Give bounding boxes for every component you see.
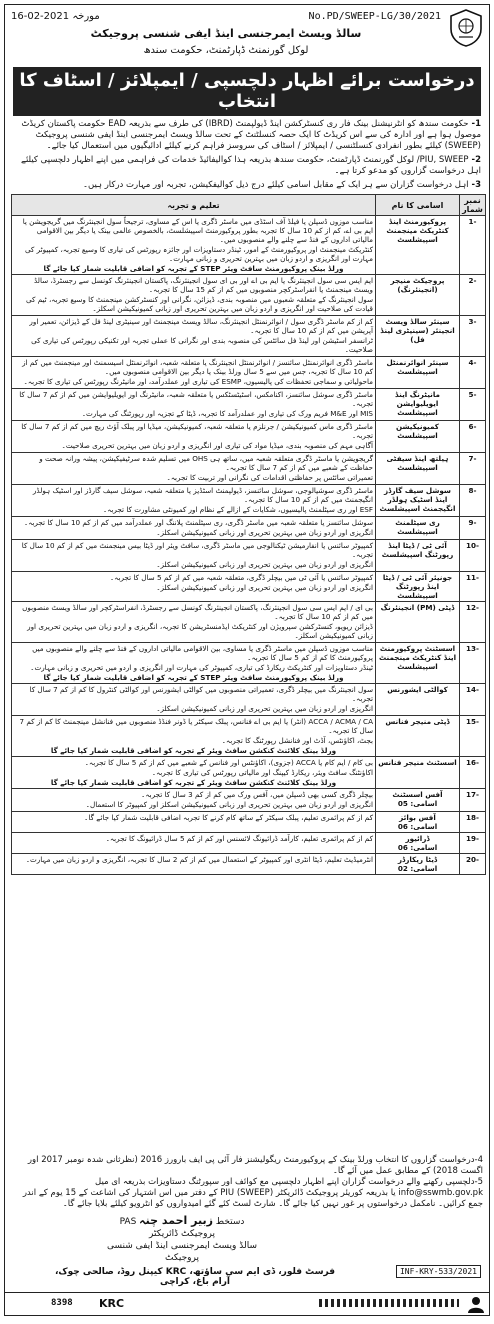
- row-requirements: [12, 684, 376, 716]
- requirement-line: ماسٹر ڈگری انوائرنمنٹل سائنسز / انوائرنمنٹل انجینئرنگ یا متعلقہ شعبہ، انوائرنمنٹل اسیسمنٹ اور مینجمنٹ میں کم از کم 10 سال کا تجربہ، جس میں سے 5 سال ورلڈ بینک یا دیگر بین الاقوامی منصوبوں میں۔: [22, 358, 373, 376]
- position-title: ری سیٹلمنٹ اسپیشلسٹ: [395, 518, 440, 536]
- row-requirements: [12, 316, 376, 357]
- row-position-name: [376, 602, 460, 643]
- requirement-line: کم از کم پرائمری تعلیم، کارآمد ڈرائیونگ لائسنس اور کم از کم 5 سال ڈرائیونگ کا تجربہ۔: [105, 834, 373, 843]
- row-serial: -10: [460, 540, 486, 572]
- requirement-line: بیچلر ڈگری کسی بھی ڈسپلن میں، آفس ورک میں کم از کم 3 سال کا تجربہ۔: [141, 790, 373, 799]
- row-requirements: [12, 812, 376, 833]
- advertisement-page: [4, 4, 490, 1316]
- row-position-name: [376, 316, 460, 357]
- requirement-note: ورلڈ بینک کلائنٹ کنکشن سافٹ ویئر کے تجربہ کو اضافی قابلیت شمار کیا جائے گا: [50, 746, 337, 755]
- intro-paragraph: [13, 119, 481, 152]
- row-serial: -8: [460, 485, 486, 517]
- row-serial: -12: [460, 602, 486, 643]
- row-serial: -14: [460, 684, 486, 716]
- row-position-name: [376, 789, 460, 812]
- requirement-line: بجٹ، اکاؤنٹس، آڈٹ اور فنانشل رپورٹنگ کا تجربہ۔: [221, 736, 373, 745]
- closing-paragraph: [11, 1155, 483, 1177]
- row-position-name: [376, 421, 460, 453]
- table-row: [12, 854, 486, 875]
- row-requirements: [12, 453, 376, 485]
- signatory-name: زبیر احمد چنہ: [139, 1214, 213, 1227]
- row-position-name: [376, 389, 460, 421]
- requirement-line: ٹرانسفر اسٹیشن اور لینڈ فل سائٹس کی منصوبہ بندی اور نگرانی کا عملی تجربہ اور تکنیکی رپورٹس کی تیاری کی صلاحیت۔: [31, 336, 373, 354]
- date-value: 16-02-2021: [11, 11, 70, 22]
- requirement-line: ٹینڈر دستاویزات اور کنٹریکٹ ریکارڈ کی تیاری، کمپیوٹر کی مہارت اور انگریزی و اردو میں تحریری و زبانی مہارت۔: [30, 663, 373, 672]
- row-serial: -4: [460, 357, 486, 389]
- row-serial: -9: [460, 517, 486, 540]
- table-row: [12, 389, 486, 421]
- row-requirements: [12, 485, 376, 517]
- requirement-note: ورلڈ بینک کلائنٹ کنکشن سافٹ ویئر کے تجربہ کو اضافی قابلیت شمار کیا جائے گا: [50, 778, 337, 787]
- row-position-name: [376, 757, 460, 789]
- requirement-line: MIS اور M&E فریم ورک کی تیاری اور عملدرآمد کا تجربہ، ڈیٹا کے تجزیہ اور رپورٹنگ کی مہارت۔: [81, 409, 373, 418]
- signature-prefix: دستخط: [215, 1217, 245, 1227]
- row-position-name: [376, 716, 460, 757]
- paragraph-number: 4-: [474, 1155, 483, 1165]
- requirement-line: ایم ایس سی سول انجینئرنگ یا ایم بی اے اور بی ای سول انجینئرنگ، پاکستان انجینئرنگ کونسل سے رجسٹرڈ، سالڈ ویسٹ مینجمنٹ یا انفراسٹرکچر منصوبوں میں کم از کم 15 سال کا تجربہ۔: [34, 276, 373, 294]
- position-count: اسامی: 06: [397, 843, 438, 852]
- position-title: ڈیٹا ریکارڈر: [397, 855, 438, 864]
- row-position-name: [376, 833, 460, 854]
- krc-brand: KRC: [99, 1297, 125, 1310]
- positions-table: [11, 194, 486, 875]
- row-serial: -13: [460, 643, 486, 684]
- requirement-line: سول انجینئرنگ کے متعلقہ شعبوں میں منصوبہ بندی، ڈیزائن، نگرانی اور کنسٹرکشن مینجمنٹ کا وسیع تجربہ، ٹیم کی قیادت کی صلاحیت اور انگریزی و اردو زبان میں بہترین تحریری اور زبانی کمیونیکیشن اسکلز۔: [26, 295, 373, 313]
- closing-paragraph: [11, 1177, 483, 1210]
- requirement-line: انگریزی اور اردو زبان میں بہترین تحریری اور زبانی کمیونیکیشن اسکلز اور کمپیوٹر کا استعمال۔: [85, 800, 373, 809]
- row-serial: -15: [460, 716, 486, 757]
- paragraph-text: اہل درخواست گزاران سے ہر ایک کے مقابل اسامی کیلئے درج ذیل کوالیفکیشن، تجربہ اور مہارت درکار ہیں۔: [83, 180, 469, 190]
- table-row: [12, 572, 486, 602]
- requirement-line: انگریزی اور اردو زبان میں بہترین تحریری اور زبانی کمیونیکیشن اسکلز۔: [156, 704, 373, 713]
- position-title: مانیٹرنگ اینڈ ایویلیوایشن اسپیشلسٹ: [395, 390, 440, 417]
- signatory-project: سالڈ ویسٹ ایمرجنسی اینڈ ایفی شنسی پروجیکٹ: [106, 1241, 258, 1263]
- table-row: [12, 453, 486, 485]
- table-row: [12, 643, 486, 684]
- row-requirements: [12, 275, 376, 316]
- project-name: سالڈ ویسٹ ایمرجنسی اینڈ ایفی شنسی پروجیکٹ: [90, 27, 362, 40]
- table-row: [12, 540, 486, 572]
- row-position-name: [376, 275, 460, 316]
- row-requirements: [12, 389, 376, 421]
- column-header-serial: نمبر شمار: [460, 195, 486, 216]
- department-name: لوکل گورنمنٹ ڈپارٹمنٹ، حکومت سندھ: [143, 45, 309, 56]
- row-position-name: [376, 643, 460, 684]
- paragraph-number: 3-: [471, 180, 481, 190]
- row-position-name: [376, 854, 460, 875]
- row-serial: -7: [460, 453, 486, 485]
- requirement-line: مناسب موزوں ڈسپلن میں ماسٹر ڈگری یا مساوی، بین الاقوامی مالیاتی اداروں کے فنڈ سے چلنے والے منصوبوں میں پروکیورمنٹ کا کم از کم 5 سال کا تجربہ۔: [32, 644, 373, 662]
- requirement-line: انٹرمیڈیٹ تعلیم، ڈیٹا انٹری اور کمپیوٹر کے استعمال میں کم از کم 2 سال کا تجربہ، انگریزی و اردو زبان میں مہارت۔: [25, 855, 373, 864]
- requirement-note: ورلڈ بینک پروکیورمنٹ سافٹ ویئر STEP کے تجربہ کو اضافی قابلیت شمار کیا جائے گا: [43, 673, 344, 682]
- position-title: پروجیکٹ منیجر (انجینئرنگ): [390, 276, 445, 294]
- date-label: مورخہ: [72, 11, 100, 22]
- inf-number: INF-KRY-533/2021: [396, 1265, 481, 1278]
- position-title: کوالٹی ایشورنس: [387, 685, 448, 694]
- column-header-position: اسامی کا نام: [376, 195, 460, 216]
- office-address: فرسٹ فلور، ڈی ایم سی ساؤتھ، KRC کیپنل روڈ، صالحی چوک، آرام باغ، کراچی: [54, 1267, 336, 1287]
- requirement-line: ماحولیاتی و سماجی تحفظات کی پالیسیوں، ESMP کی تیاری اور عملدرآمد، اور مانیٹرنگ رپورٹس کی تیاری کا تجربہ۔: [23, 377, 373, 386]
- table-row: [12, 716, 486, 757]
- table-row: [12, 316, 486, 357]
- row-requirements: [12, 789, 376, 812]
- position-title: جونیئر آئی ٹی / ڈیٹا اینڈ رپورٹنگ اسپیشلسٹ: [382, 573, 453, 600]
- phone-number: 8398: [51, 1298, 73, 1308]
- paragraph-text: PIU, SWEEP/ لوکل گورنمنٹ ڈپارٹمنٹ، حکومت سندھ بذریعہ ہذا کوالیفائیڈ خدمات کی فراہمی میں اپنے اظہار دلچسپی کیلئے اہل درخواست گزاروں کو مدعو کرتا ہے۔: [20, 155, 481, 176]
- footer-stripe: [319, 1299, 459, 1307]
- row-serial: -3: [460, 316, 486, 357]
- row-serial: -17: [460, 789, 486, 812]
- row-serial: -6: [460, 421, 486, 453]
- position-count: اسامی: 05: [397, 799, 438, 808]
- position-title: ڈپٹی منیجر فنانس: [385, 717, 450, 726]
- position-title: کمیونیکیشن اسپیشلسٹ: [396, 422, 439, 440]
- position-title: آفس بوائز: [399, 813, 436, 822]
- table-row: [12, 833, 486, 854]
- header: [5, 5, 489, 63]
- paragraph-number: 5-: [474, 1177, 483, 1187]
- table-row: [12, 357, 486, 389]
- row-requirements: [12, 421, 376, 453]
- position-title: ڈرائیور: [405, 834, 430, 843]
- row-position-name: [376, 357, 460, 389]
- row-serial: -2: [460, 275, 486, 316]
- row-serial: -5: [460, 389, 486, 421]
- requirement-line: کمپیوٹر سائنس یا آئی ٹی میں بیچلر ڈگری، متعلقہ شعبہ میں کم از کم 5 سال کا تجربہ۔: [110, 573, 373, 582]
- requirement-line: گریجویشن یا ماسٹر ڈگری متعلقہ شعبہ میں، ساتھ ہی OHS میں تسلیم شدہ سرٹیفیکیشن، پیشہ ورانہ صحت و حفاظت کے شعبے میں کم از کم 7 سال کا تجربہ۔: [39, 454, 373, 472]
- position-title: اسسٹنٹ منیجر فنانس: [378, 758, 457, 767]
- row-position-name: [376, 684, 460, 716]
- table-row: [12, 789, 486, 812]
- paragraph-number: 2-: [471, 155, 481, 165]
- row-serial: -19: [460, 833, 486, 854]
- requirement-line: ACCA / ACMA / CA (انٹر) یا ایم بی اے فنانس، پبلک سیکٹر یا ڈونر فنڈڈ منصوبوں میں فنانشل مینجمنٹ کا کم از کم 7 سال کا تجربہ۔: [19, 717, 373, 735]
- requirement-line: سوشل سائنسز یا متعلقہ شعبہ میں ماسٹر ڈگری، ری سیٹلمنٹ پلاننگ اور عملدرآمد میں کم از کم 10 سال کا تجربہ۔: [24, 518, 373, 527]
- row-serial: -1: [460, 216, 486, 275]
- requirement-line: کنٹریکٹ مینجمنٹ اور پروکیورمنٹ کے امور، ٹینڈر دستاویزات اور جائزہ رپورٹس کی تیاری کا وسیع تجربہ، کمپیوٹر کی مہارت اور انگریزی و اردو زبان میں بہترین تحریری و زبانی مہارت۔: [24, 245, 373, 263]
- table-row: [12, 757, 486, 789]
- requirement-line: تعمیراتی سائٹس پر حفاظتی اقدامات کی نگرانی اور تربیت کا تجربہ۔: [166, 473, 373, 482]
- paragraph-number: 1-: [471, 119, 481, 129]
- position-title: پروکیورمنٹ اینڈ کنٹریکٹ مینجمنٹ اسپیشلسٹ: [386, 217, 449, 244]
- requirement-line: انگریزی اور اردو زبان میں بہترین تحریری اور زبانی کمیونیکیشن اسکلز۔: [156, 528, 373, 537]
- requirement-line: سول انجینئرنگ میں بیچلر ڈگری، تعمیراتی منصوبوں میں کوالٹی ایشورنس اور کوالٹی کنٹرول کا کم از کم 7 سال کا تجربہ۔: [29, 685, 373, 703]
- requirement-line: مناسب موزوں ڈسپلن یا فیلڈ آف اسٹڈی میں ماسٹر ڈگری یا اس کے مساوی، ترجیحاً سول انجینئرنگ میں گریجویشن یا ایم بی اے، کم از کم 10 سال کا تجربہ بطور پروکیورمنٹ اسپیشلسٹ، بالخصوص عالمی بینک یا دیگر بین الاقوامی مالیاتی اداروں کے فنڈ سے چلنے والے منصوبوں میں۔: [22, 217, 373, 244]
- position-title: سینئر انوائرنمنٹل اسپیشلسٹ: [386, 358, 449, 376]
- row-serial: -20: [460, 854, 486, 875]
- reference-line: [11, 11, 441, 25]
- row-requirements: [12, 572, 376, 602]
- position-title: سوشل سیف گارڈز اینڈ اسٹیک ہولڈر انگیجمنٹ اسپیشلسٹ: [379, 486, 456, 513]
- column-header-requirements: تعلیم و تجربہ: [12, 195, 376, 216]
- closing-paragraphs: [11, 1155, 483, 1210]
- paragraph-text: حکومت سندھ کو انٹرنیشنل بینک فار ری کنسٹرکشن اینڈ ڈیولپمنٹ (IBRD) کی طرف سے بذریعہ EAD حکومت پاکستان کریڈٹ موصول ہوا ہے اور ادارہ کی سے اس کریڈٹ کا ایک حصہ کنسلٹنٹ کے تحت سالڈ ویسٹ ایمرجنسی اینڈ ایفی شنسی پروجیکٹ (SWEEP) کیلئے بطور انفرادی کنسلٹنسی / ایمپلائز / اسٹاف کی سروسز فراہم کرنے کیلئے ادائیگیوں میں استعمال کیا جائے۔: [21, 119, 481, 151]
- requirement-line: ماسٹر ڈگری سوشل سائنسز، اکنامکس، اسٹیٹسٹکس یا متعلقہ شعبہ، مانیٹرنگ اور ایویلیوایشن میں کم از کم 7 سال کا تجربہ۔: [19, 390, 373, 408]
- position-title: ڈپٹی (PM) انجینئرنگ: [380, 603, 455, 612]
- position-title: سینئر سالڈ ویسٹ انجینئر (سینیٹری لینڈ فل): [380, 317, 455, 344]
- position-count: اسامی: 02: [397, 864, 438, 873]
- row-serial: -11: [460, 572, 486, 602]
- signatory-suffix: PAS: [119, 1217, 137, 1227]
- requirement-line: ماسٹر ڈگری ماس کمیونیکیشن / جرنلزم یا متعلقہ شعبہ، کمیونیکیشن، میڈیا اور پبلک آؤٹ ریچ میں کم از کم 7 سال کا تجربہ۔: [21, 422, 373, 440]
- table-row: [12, 485, 486, 517]
- requirement-line: ESF اور ری سیٹلمنٹ پالیسیوں، شکایات کے ازالے کے نظام اور کمیونٹی مشاورت کا تجربہ۔: [103, 505, 373, 514]
- requirement-line: ماسٹر ڈگری سوشیالوجی، سوشل سائنسز، ڈیولپمنٹ اسٹڈیز یا متعلقہ شعبہ، سوشل سیف گارڈز اور اسٹیک ہولڈر انگیجمنٹ میں کم از کم 10 سال کا تجربہ۔: [32, 486, 373, 504]
- row-position-name: [376, 485, 460, 517]
- row-requirements: [12, 757, 376, 789]
- row-position-name: [376, 216, 460, 275]
- row-position-name: [376, 540, 460, 572]
- row-position-name: [376, 453, 460, 485]
- row-requirements: [12, 216, 376, 275]
- page-title: درخواست برائے اظہار دلچسپی / ایمپلائز / اسٹاف کا انتخاب: [13, 67, 481, 116]
- table-row: [12, 421, 486, 453]
- position-count: اسامی: 06: [397, 822, 438, 831]
- row-requirements: [12, 357, 376, 389]
- row-position-name: [376, 517, 460, 540]
- requirement-line: کم از کم ماسٹر ڈگری سول / انوائرنمنٹل انجینئرنگ، سالڈ ویسٹ مینجمنٹ اور سینیٹری لینڈ فل کے ڈیزائن، تعمیر اور آپریشن میں کم از کم 10 سال کا تجربہ۔: [29, 317, 373, 335]
- row-requirements: [12, 716, 376, 757]
- table-row: [12, 517, 486, 540]
- row-requirements: [12, 517, 376, 540]
- signatory-line: [97, 1215, 267, 1228]
- portrait-icon: [467, 1295, 485, 1313]
- requirement-line: بی کام / ایم کام یا ACCA (جزوی)، اکاؤنٹس اور فنانس کے شعبے میں کم از کم 5 سال کا تجربہ۔: [84, 758, 373, 767]
- signature-block: [97, 1215, 267, 1264]
- intro-paragraph: [13, 155, 481, 177]
- sindh-government-seal-icon: [449, 9, 483, 47]
- paragraph-text: دلچسپی رکھنے والے درخواست گزاران اپنے اظہار دلچسپی مع کوائف اور سپورٹنگ دستاویزات بذریعہ ای میل info@sswmb.gov.pk یا بذریعہ کوریئر پروجیکٹ ڈائریکٹر (PIU (SWEEP کے دفتر میں اس اشتہار کی اشاعت کے 15 یوم کے اندر جمع کرائیں۔ نامکمل درخواستوں پر غور نہیں کیا جائے گا۔ شارٹ لسٹ کئے گئے امیدواروں کو انٹرویو کیلئے بلایا جائے گا۔: [22, 1177, 483, 1209]
- table-row: [12, 275, 486, 316]
- reference-number: No.PD/SWEEP-LG/30/2021: [308, 11, 441, 22]
- requirement-line: آگاہی مہم کی منصوبہ بندی، میڈیا مواد کی تیاری اور انگریزی و اردو زبان میں بہترین تحریری صلاحیت۔: [61, 441, 373, 450]
- row-requirements: [12, 643, 376, 684]
- row-requirements: [12, 833, 376, 854]
- requirement-line: کمپیوٹر سائنس یا انفارمیشن ٹیکنالوجی میں ماسٹر ڈگری، سافٹ ویئر اور ڈیٹا بیس مینجمنٹ میں کم از کم 10 سال کا تجربہ۔: [21, 541, 373, 559]
- table-header-row: [12, 195, 486, 216]
- intro-paragraph: [13, 180, 481, 191]
- row-requirements: [12, 602, 376, 643]
- position-title: آئی ٹی / ڈیٹا اینڈ رپورٹنگ اسپیشلسٹ: [381, 541, 454, 559]
- paragraph-text: درخواست گزاروں کا انتخاب ورلڈ بینک کے پروکیورمنٹ ریگولیشنز فار آئی پی ایف بارورز 2016 (نظرثانی شدہ نومبر 2017 اور اگست 2018) کے مطابق عمل میں آئے گا۔: [27, 1155, 483, 1176]
- table-row: [12, 684, 486, 716]
- date: [11, 11, 100, 22]
- row-serial: -16: [460, 757, 486, 789]
- requirement-line: کم از کم پرائمری تعلیم، پبلک سیکٹر کے ساتھ کام کرنے کا تجربہ اضافی قابلیت شمار کیا جائے گا۔: [84, 813, 373, 822]
- requirement-line: ڈیزائن ریویو، کنسٹرکشن سپرویژن اور کنٹریکٹ ایڈمنسٹریشن کا تجربہ، انگریزی و اردو زبان میں بہترین تحریری اور زبانی کمیونیکیشن اسکلز۔: [27, 622, 373, 640]
- requirement-line: انگریزی اور اردو زبان میں بہترین تحریری اور زبانی کمیونیکیشن اسکلز۔: [156, 560, 373, 569]
- table-row: [12, 812, 486, 833]
- requirement-line: انگریزی اور اردو زبان میں بہترین تحریری اور زبانی کمیونیکیشن اسکلز۔: [156, 583, 373, 592]
- row-serial: -18: [460, 812, 486, 833]
- intro-paragraphs: [5, 119, 489, 191]
- requirement-line: بی ای / ایم ایس سی سول انجینئرنگ، پاکستان انجینئرنگ کونسل سے رجسٹرڈ، انفراسٹرکچر اور سالڈ ویسٹ منصوبوں میں کم از کم 10 سال کا تجربہ۔: [22, 603, 373, 621]
- footer-bar: [5, 1292, 489, 1315]
- requirement-note: ورلڈ بینک پروکیورمنٹ سافٹ ویئر STEP کے تجربہ کو اضافی قابلیت شمار کیا جائے گا: [43, 264, 344, 273]
- table-row: [12, 216, 486, 275]
- table-row: [12, 602, 486, 643]
- position-title: اسسٹنٹ پروکیورمنٹ اینڈ کنٹریکٹ مینجمنٹ اسپیشلسٹ: [378, 644, 457, 671]
- row-requirements: [12, 540, 376, 572]
- signatory-designation: پروجیکٹ ڈائریکٹر: [149, 1229, 215, 1239]
- requirement-line: اکاؤنٹنگ سافٹ ویئر، ریکارڈ کیپنگ اور مالیاتی رپورٹس کی تیاری کا تجربہ۔: [151, 768, 373, 777]
- row-requirements: [12, 854, 376, 875]
- row-position-name: [376, 572, 460, 602]
- row-position-name: [376, 812, 460, 833]
- position-title: آفس اسسٹنٹ: [392, 790, 443, 799]
- position-title: ہیلتھ اینڈ سیفٹی اسپیشلسٹ: [386, 454, 449, 472]
